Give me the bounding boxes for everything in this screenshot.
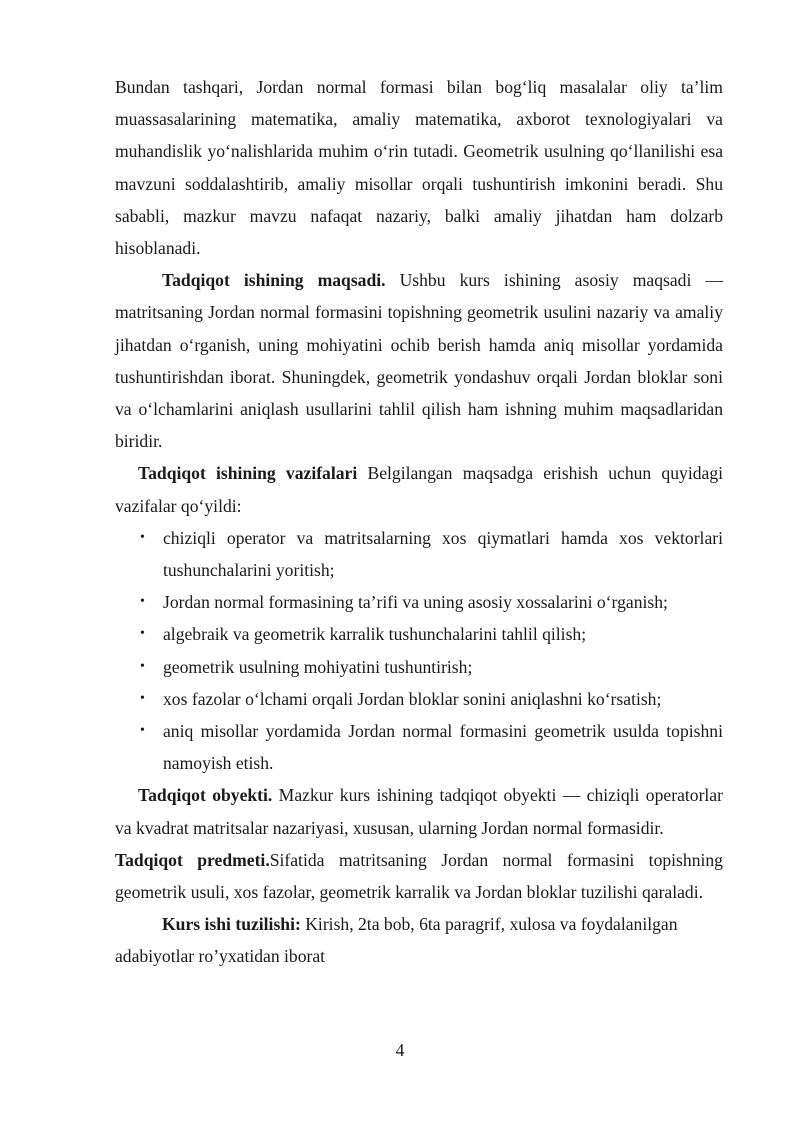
tasks-text: Belgilangan maqsadga erishish uchun quyidagi vazifalar qo‘yildi: — [115, 463, 723, 516]
object-text: Mazkur kurs ishining tadqiqot obyekti — chiziqli operatorlar va kvadrat matritsalar nazariyasi, xususan, ularning Jordan normal formasidir. — [115, 785, 723, 838]
list-item-text: aniq misollar yordamida Jordan normal formasini geometrik usulda topishni namoyish etish. — [163, 721, 723, 774]
bullet-icon: • — [140, 658, 145, 674]
list-item-text: Jordan normal formasining ta’rifi va uning asosiy xossalarini o‘rganish; — [163, 592, 668, 613]
object-paragraph — [115, 779, 723, 843]
structure-paragraph — [115, 908, 723, 972]
structure-heading: Kurs ishi tuzilishi: — [162, 914, 301, 935]
list-item — [140, 683, 723, 715]
document-body — [115, 71, 723, 973]
list-item — [140, 522, 723, 586]
tasks-list — [115, 522, 723, 780]
list-item — [140, 618, 723, 650]
goal-heading: Tadqiqot ishining maqsadi. — [162, 270, 386, 291]
subject-paragraph — [115, 844, 723, 908]
tasks-heading: Tadqiqot ishining vazifalari — [138, 463, 358, 484]
goal-text: Ushbu kurs ishining asosiy maqsadi — matritsaning Jordan normal formasini topishning geometrik usulini nazariy va amaliy jihatdan o‘rganish, uning mohiyatini ochib berish hamda aniq misollar yordamida tushuntirishdan iborat. Shuningdek, geometrik yondashuv orqali Jordan bloklar soni va o‘lchamlarini aniqlash usullarini tahlil qilish ham ishning muhim maqsadlaridan biridir. — [115, 270, 723, 452]
list-item — [140, 586, 723, 618]
list-item-text: algebraik va geometrik karralik tushunchalarini tahlil qilish; — [163, 624, 587, 645]
subject-text: Sifatida matritsaning Jordan normal formasini topishning geometrik usuli, xos fazolar, geometrik karralik va Jordan bloklar tuzilishi qaraladi. — [115, 849, 723, 903]
bullet-icon: • — [140, 723, 145, 739]
bullet-icon: • — [140, 626, 145, 642]
tasks-paragraph — [115, 457, 723, 521]
list-item-text: geometrik usulning mohiyatini tushuntirish; — [163, 656, 473, 677]
intro-paragraph: Bundan tashqari, Jordan normal formasi bilan bog‘liq masalalar oliy ta’lim muassasalarining matematika, amaliy matematika, axborot texnologiyalari va muhandislik yo‘nalishlarida muhim o‘rin tutadi. Geometrik usulning qo‘llanilishi esa mavzuni soddalashtirib, amaliy misollar orqali tushuntirish imkonini beradi. Shu sababli, mazkur mavzu nafaqat nazariy, balki amaliy jihatdan ham dolzarb hisoblanadi. — [115, 77, 723, 259]
bullet-icon: • — [140, 529, 145, 545]
object-heading: Tadqiqot obyekti. — [138, 785, 273, 806]
structure-text: Kirish, 2ta bob, 6ta paragrif, xulosa va foydalanilgan adabiyotlar ro’yxatidan iborat — [115, 914, 678, 967]
list-item — [140, 651, 723, 683]
goal-paragraph — [115, 264, 723, 457]
bullet-icon: • — [140, 594, 145, 610]
list-item-text: chiziqli operator va matritsalarning xos qiymatlari hamda xos vektorlari tushunchalarini yoritish; — [163, 527, 723, 581]
bullet-icon: • — [140, 690, 145, 706]
subject-heading: Tadqiqot predmeti. — [115, 849, 270, 870]
list-item — [140, 715, 723, 779]
list-item-text: xos fazolar o‘lchami orqali Jordan bloklar sonini aniqlashni ko‘rsatish; — [163, 688, 662, 709]
page-number: 4 — [395, 1040, 405, 1060]
